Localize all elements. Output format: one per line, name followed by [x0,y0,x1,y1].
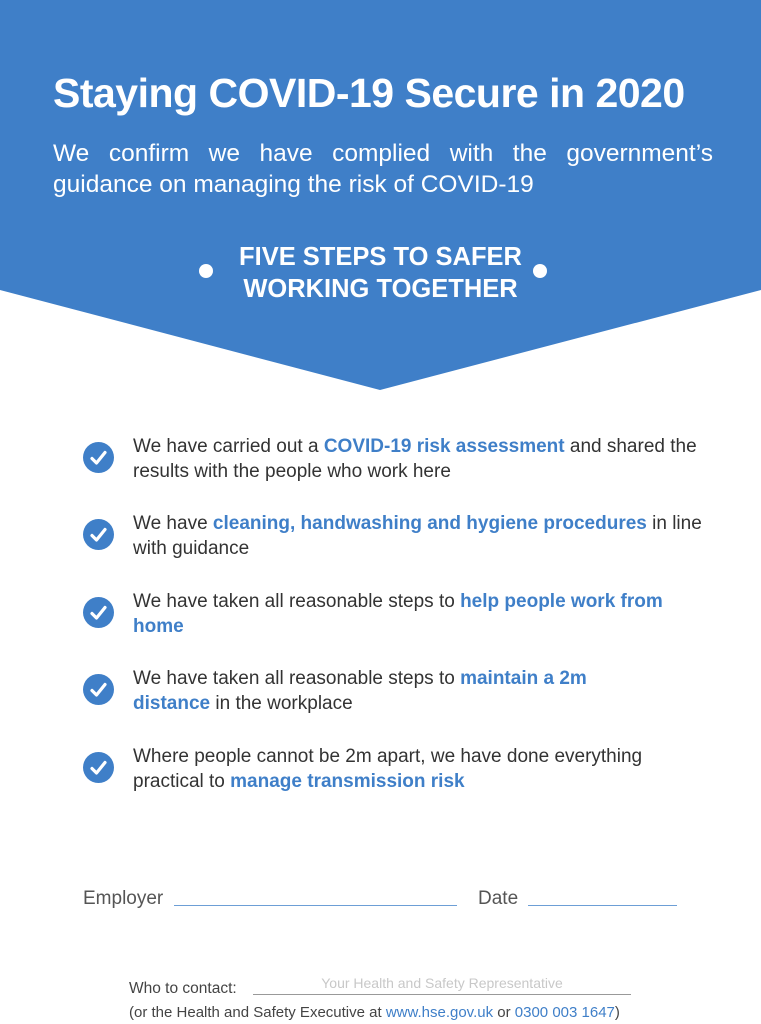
checklist-item [80,512,700,572]
steps-heading [0,241,761,305]
checklist-item [80,435,700,495]
contact-field-placeholder: Your Health and Safety Representative [321,975,563,991]
hse-phone-link[interactable]: 0300 003 1647 [514,1004,615,1021]
page-subtitle: We confirm we have complied with the government’s guidance on managing the risk of COVID-19 [53,140,713,198]
steps-heading-line1: FIVE STEPS TO SAFER [239,243,522,271]
page-title: Staying COVID-19 Secure in 2020 [53,70,685,116]
date-label: Date [478,888,519,909]
checklist-item [80,590,700,650]
check-circle-icon [83,442,114,473]
date-field[interactable] [528,905,677,906]
check-circle-icon [83,674,114,705]
checklist-item-highlight: maintain a 2m distance [133,668,587,714]
checklist-item-text: We have taken all reasonable steps to maintain a 2m distance in the workplace [133,668,587,714]
check-circle-icon [83,597,114,628]
checklist-item-highlight: help people work from home [133,591,663,637]
hse-note: (or the Health and Safety Executive at www.hse.gov.uk or 0300 003 1647) [129,1004,620,1021]
checklist-item-highlight: cleaning, handwashing and hygiene procedures [212,513,647,534]
employer-signature-field[interactable] [174,905,457,906]
checklist-item [80,745,700,805]
check-circle-icon [83,519,114,550]
checklist-item-highlight: COVID-19 risk assessment [323,436,565,457]
bullet-dot-icon [533,264,547,278]
checklist-item-text: We have taken all reasonable steps to help people work from home [133,591,663,637]
employer-label: Employer [83,888,164,909]
checklist-item-highlight: manage transmission risk [230,770,465,792]
check-circle-icon [83,752,114,783]
contact-field[interactable] [253,994,631,995]
checklist-item-text: We have carried out a COVID-19 risk assessment and shared the results with the people who work here [133,436,697,482]
contact-label: Who to contact: [129,980,237,997]
steps-heading-line2: WORKING TOGETHER [243,275,518,303]
checklist-item [80,667,700,727]
checklist-item-text: Where people cannot be 2m apart, we have done everything practical to manage transmission risk [133,746,643,792]
hse-website-link[interactable]: www.hse.gov.uk [385,1004,494,1021]
checklist-item-text: We have cleaning, handwashing and hygiene procedures in line with guidance [133,513,702,559]
